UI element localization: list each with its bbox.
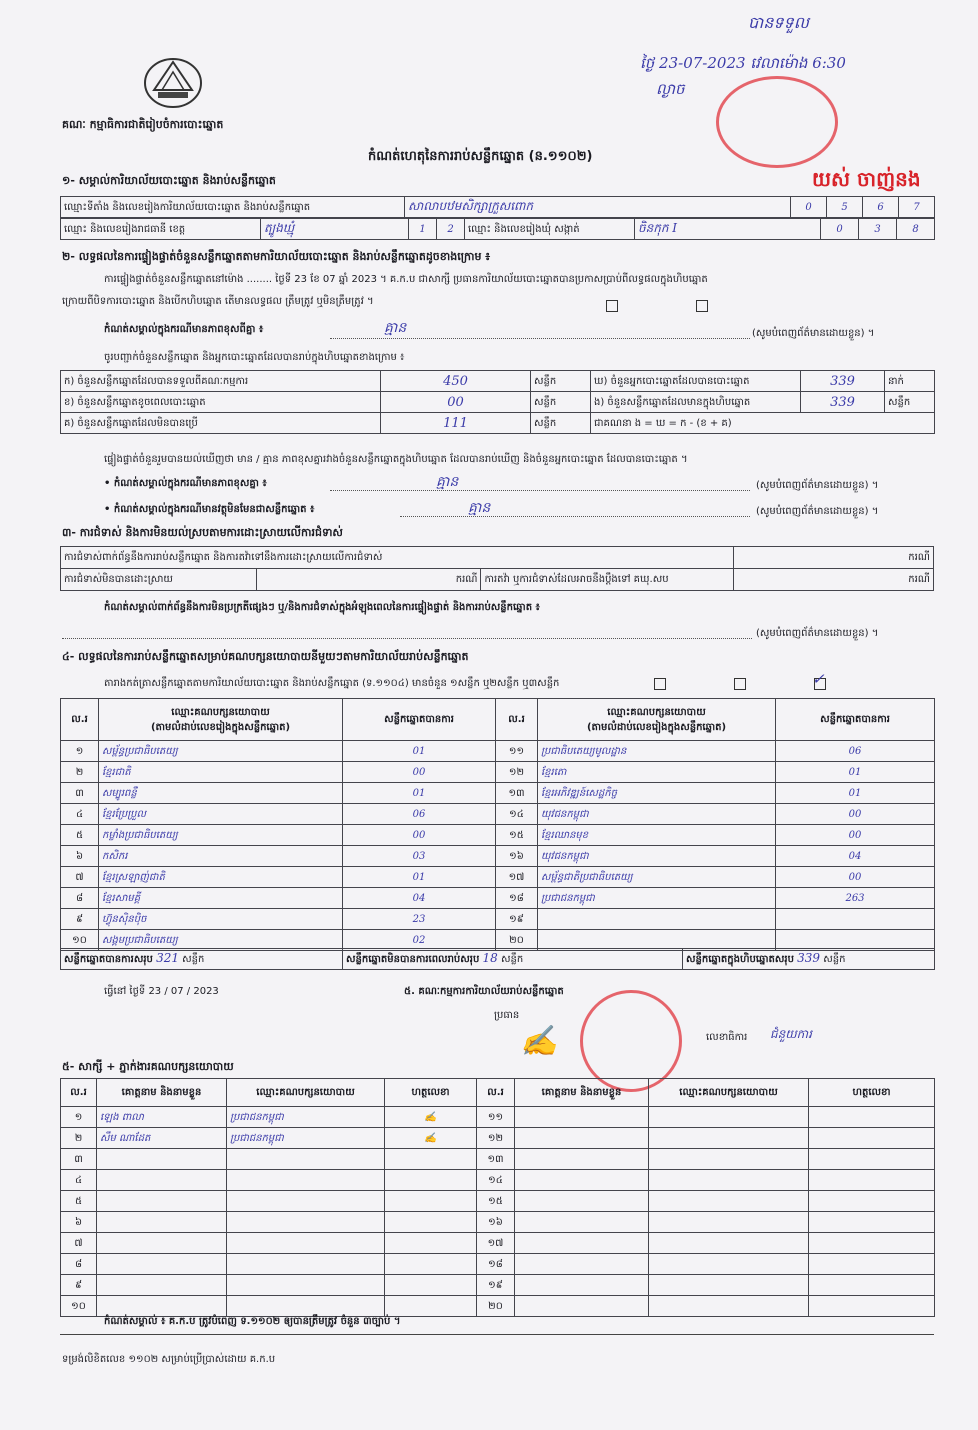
party-name: កសិករ (99, 846, 343, 867)
verify-text-2: ក្រោយពីបិទការបោះឆ្នោត និងបើកហិបឆ្នោត តើមានលទ្ធផល ត្រឹមត្រូវ ឬមិនត្រឹមត្រូវ ។ (62, 296, 374, 307)
col-name: គោត្តនាម និងនាមខ្លួន (97, 1079, 227, 1107)
row-no: ១៣ (496, 783, 538, 804)
party-name: យុវជនកម្ពុជា (538, 804, 776, 825)
row-no: ១៥ (496, 825, 538, 846)
table-row (61, 741, 935, 762)
party-name: ខ្មែរជាតិ (99, 762, 343, 783)
objection-table (60, 546, 934, 591)
row-no: ១២ (496, 762, 538, 783)
location-value: សាលាបឋមសិក្សាក្រួសពោក (405, 197, 791, 218)
table-row (61, 804, 935, 825)
col-no: ល.រ (61, 699, 99, 741)
party-votes: 00 (776, 825, 935, 846)
unit: សន្លឹក (885, 392, 935, 413)
results-table (60, 698, 935, 951)
row-no: ៣ (61, 1149, 97, 1170)
row-no: ១១ (477, 1107, 515, 1128)
unit: សន្លឹក (182, 954, 205, 965)
commune-label: ឈ្មោះ និងលេខរៀងឃុំ សង្កាត់ (465, 219, 635, 240)
col-party-label: ឈ្មោះគណបក្សនយោបាយ (607, 706, 706, 718)
commune-digit: 0 (821, 219, 859, 240)
table-row (61, 867, 935, 888)
table-row (61, 825, 935, 846)
chair-label: ប្រធាន (494, 1010, 520, 1021)
total-box-value: 339 (797, 951, 821, 965)
received-label: បានទទួល (748, 13, 809, 32)
row-no: ១២ (477, 1128, 515, 1149)
row-no: ៥ (61, 825, 99, 846)
objection-hint: (សូមបំពេញព័ត៌មានដោយខ្លួន) ។ (756, 628, 879, 639)
kha-value: 00 (381, 392, 531, 413)
row-no: ១ (61, 1107, 97, 1128)
one-sheet-checkbox[interactable] (654, 678, 666, 690)
col-no: ល.រ (61, 1079, 97, 1107)
party-votes (776, 909, 935, 930)
row-no: ១៩ (496, 909, 538, 930)
diff-note-label: កំណត់សម្គាល់ក្នុងករណីមានភាពខុសពីគ្នា ៖ (104, 324, 264, 335)
party-votes: 04 (343, 888, 496, 909)
location-digit: 6 (863, 197, 899, 218)
table-row (61, 1191, 935, 1212)
row-no: ១៤ (496, 804, 538, 825)
section1-table-row2 (60, 218, 935, 240)
section4-title: ៤- លទ្ធផលនៃការរាប់សន្លឹកឆ្នោតសម្រាប់គណបក្សនយោបាយនីមួយៗតាមការិយាល័យរាប់សន្លឹកឆ្នោត (62, 650, 469, 663)
party-name: ហ៊្វុនស៊ិនប៉ិច (99, 909, 343, 930)
row-no: ៤ (61, 804, 99, 825)
table-row (61, 1212, 935, 1233)
unit: សន្លឹក (531, 392, 591, 413)
diff-note-value: គ្មាន (384, 320, 407, 336)
col-party-sub: (តាមលំដាប់លេខរៀងក្នុងសន្លឹកឆ្នោត) (586, 721, 727, 733)
row-no: ១៧ (496, 867, 538, 888)
commune-digit: 8 (897, 219, 935, 240)
section1-table (60, 196, 935, 218)
section2-title: ២- លទ្ធផលនៃការផ្ទៀងផ្ទាត់ចំនួនសន្លឹកឆ្នោតតាមការិយាល័យបោះឆ្នោត និងរាប់សន្លឹកឆ្នោតដូចខាងក្រោម ៖ (62, 250, 491, 263)
col-name: គោត្តនាម និងនាមខ្លួន (515, 1079, 649, 1107)
party-name: ខ្មែរអភិវឌ្ឍន៍សេដ្ឋកិច្ច (538, 783, 776, 804)
witness-party: ប្រជាជនកម្ពុជា (227, 1107, 385, 1128)
table-row (61, 1149, 935, 1170)
province-digit: 2 (437, 219, 465, 240)
party-votes: 00 (343, 825, 496, 846)
incorrect-checkbox[interactable] (696, 300, 708, 312)
two-sheet-checkbox[interactable] (734, 678, 746, 690)
location-digit: 5 (827, 197, 863, 218)
footer-divider (60, 1334, 934, 1335)
three-sheet-check-icon: ✓ (812, 670, 825, 688)
table-row (61, 909, 935, 930)
party-votes: 02 (343, 930, 496, 951)
row-no: ៧ (61, 1233, 97, 1254)
row-no: ១៨ (477, 1254, 515, 1275)
col-party-label: ឈ្មោះគណបក្សនយោបាយ (171, 706, 270, 718)
ko-value: 111 (381, 413, 531, 434)
case-label: ករណី (733, 547, 933, 569)
row-no: ១៩ (477, 1275, 515, 1296)
party-name: កម្លាំងប្រជាធិបតេយ្យ (99, 825, 343, 846)
form-title: កំណត់ហេតុនៃការរាប់សន្លឹកឆ្នោត (ន.១១០២) (368, 149, 593, 164)
row-no: ២០ (496, 930, 538, 951)
case-label: ករណី (257, 569, 481, 591)
totals-row (60, 948, 935, 970)
table-row (61, 888, 935, 909)
province-digit: 1 (409, 219, 437, 240)
nec-red-stamp (716, 76, 838, 168)
party-votes: 23 (343, 909, 496, 930)
gho-value: 339 (801, 371, 885, 392)
party-votes: 04 (776, 846, 935, 867)
check-text: ផ្ទៀងផ្ទាត់ចំនួនរួមបានយល់ឃើញថា មាន / គ្មាន ភាពខុសគ្នារវាងចំនួនសន្លឹកឆ្នោតក្នុងហិបឆ្នោត ដែលបានរាប់ឃើញ និងចំនួនអ្នកបោះឆ្នោត ដែលបានបោះឆ្នោត ។ (104, 454, 688, 465)
ka-value: 450 (381, 371, 531, 392)
bullet1-value: គ្មាន (436, 474, 459, 490)
gho-label: ឃ) ចំនួនអ្នកបោះឆ្នោតដែលបានបោះឆ្នោត (591, 371, 801, 392)
row-no: ៩ (61, 1275, 97, 1296)
chair-signature: ✍ (520, 1024, 558, 1059)
col-votes: សន្លឹកឆ្នោតបានការ (343, 699, 496, 741)
ka-label: ក) ចំនួនសន្លឹកឆ្នោតដែលបានទទួលពីគណៈកម្មការ (61, 371, 381, 392)
party-name: សម្ព័ន្ធប្រជាធិបតេយ្យ (99, 741, 343, 762)
footer-text: ទម្រង់លិខិតលេខ ១១០២ សម្រាប់ប្រើប្រាស់ដោយ គ.ក.ប (62, 1354, 276, 1365)
received-time: ល្ងាច (656, 80, 685, 98)
row-no: ៦ (61, 846, 99, 867)
table-row (61, 783, 935, 804)
table-row (61, 1275, 935, 1296)
date-text: ធ្វើនៅ ថ្ងៃទី 23 / 07 / 2023 (104, 986, 219, 997)
witness-name: ឡេង ពាលា (97, 1107, 227, 1128)
total-invalid-label: សន្លឹកឆ្នោតមិនបានការពេលរាប់សរុប (346, 954, 480, 965)
row-no: ១៥ (477, 1191, 515, 1212)
committee-name: គណៈ កម្មាធិការជាតិរៀបចំការបោះឆ្នោត (62, 118, 224, 131)
party-name (538, 909, 776, 930)
diff-note-hint: (សូមបំពេញព័ត៌មានដោយខ្លួន) ។ (752, 328, 875, 339)
total-valid-value: 321 (156, 951, 179, 965)
witness-signature: ✍ (385, 1107, 477, 1128)
province-label: ឈ្មោះ និងលេខរៀងរាជធានី ខេត្ត (61, 219, 261, 240)
secretary-value: ជំនួយការ (770, 1027, 812, 1041)
commune-digit: 3 (859, 219, 897, 240)
party-votes: 01 (343, 867, 496, 888)
row-no: ២០ (477, 1296, 515, 1317)
row-no: ១៣ (477, 1149, 515, 1170)
section5-title: ៥- សាក្សី + ភ្នាក់ងារគណបក្សនយោបាយ (62, 1060, 234, 1073)
section1-title: ១- សម្គាល់ការិយាល័យបោះឆ្នោត និងរាប់សន្លឹកឆ្នោត (62, 174, 276, 187)
row-no: ២ (61, 762, 99, 783)
row-no: ៧ (61, 867, 99, 888)
ko-label: គ) ចំនួនសន្លឹកឆ្នោតដែលមិនបានប្រើ (61, 413, 381, 434)
total-invalid-value: 18 (482, 951, 498, 965)
party-name: ប្រជាជនកម្ពុជា (538, 888, 776, 909)
received-note: ថ្ងៃ 23-07-2023 វេលាម៉ោង 6:30 (640, 54, 846, 72)
col-party-sub: (តាមលំដាប់លេខរៀងក្នុងសន្លឹកឆ្នោត) (150, 721, 291, 733)
red-stamp-text: យស់ ចាញ់នង (812, 167, 921, 191)
row-no: ១៤ (477, 1170, 515, 1191)
witness-signature: ✍ (385, 1128, 477, 1149)
row-no: ១០ (61, 930, 99, 951)
col-party: ឈ្មោះគណបក្សនយោបាយ (649, 1079, 809, 1107)
party-votes: 06 (776, 741, 935, 762)
party-votes: 01 (776, 762, 935, 783)
objection-row1: ការជំទាស់ពាក់ព័ន្ធនឹងការរាប់សន្លឹកឆ្នោត និងការតវ៉ាទៅនឹងការដោះស្រាយលើការជំទាស់ (61, 547, 734, 569)
table-row (61, 1254, 935, 1275)
party-votes: 00 (776, 804, 935, 825)
col-sign: ហត្ថលេខា (809, 1079, 935, 1107)
row-no: ៨ (61, 888, 99, 909)
party-votes: 06 (343, 804, 496, 825)
unit: សន្លឹក (531, 413, 591, 434)
row-no: ១១ (496, 741, 538, 762)
witness-name: សឹម ណាដែត (97, 1128, 227, 1149)
sign-title: ៥. គណៈកម្មការការិយាល័យរាប់សន្លឹកឆ្នោត (404, 986, 564, 997)
correct-checkbox[interactable] (606, 300, 618, 312)
table-row (61, 1233, 935, 1254)
total-valid-label: សន្លឹកឆ្នោតបានការសរុប (64, 954, 153, 965)
location-digit: 0 (791, 197, 827, 218)
row-no: ១ (61, 741, 99, 762)
col-no: ល.រ (496, 699, 538, 741)
party-votes: 03 (343, 846, 496, 867)
row-no: ៦ (61, 1212, 97, 1233)
row-no: ១០ (61, 1296, 97, 1317)
party-name: សង្គមប្រជាធិបតេយ្យ (99, 930, 343, 951)
witness-table (60, 1078, 935, 1317)
row-no: ៥ (61, 1191, 97, 1212)
province-value: ត្បូងឃ្មុំ (261, 219, 409, 240)
unit: សន្លឹក (823, 954, 846, 965)
col-sign: ហត្ថលេខា (385, 1079, 477, 1107)
unit: សន្លឹក (531, 371, 591, 392)
footnote: កំណត់សម្គាល់ ៖ គ.ក.ប ត្រូវបំពេញ ទ.១១០២ ឲ្យបានត្រឹមត្រូវ ចំនួន ៣ច្បាប់ ។ (104, 1316, 401, 1327)
nec-emblem (140, 50, 206, 112)
col-party: ឈ្មោះគណបក្សនយោបាយ (227, 1079, 385, 1107)
kha-label: ខ) ចំនួនសន្លឹកឆ្នោតខូចពេលបោះឆ្នោត (61, 392, 381, 413)
row-no: ៣ (61, 783, 99, 804)
col-no: ល.រ (477, 1079, 515, 1107)
ngo-label: ង) ចំនួនសន្លឹកឆ្នោតដែលមានក្នុងហិបឆ្នោត (591, 392, 801, 413)
party-votes: 263 (776, 888, 935, 909)
row-no: ៩ (61, 909, 99, 930)
case-label: ករណី (733, 569, 933, 591)
commune-value: ចិនកុក I (635, 219, 821, 240)
count-intro: ចូរបញ្ជាក់ចំនួនសន្លឹកឆ្នោត និងអ្នកបោះឆ្នោតដែលបានរាប់ក្នុងហិបឆ្នោតខាងក្រោម ៖ (104, 352, 405, 363)
party-name: ខ្មែរតោ (538, 762, 776, 783)
col-votes: សន្លឹកឆ្នោតបានការ (776, 699, 935, 741)
gho-unit: នាក់ (885, 371, 935, 392)
col-party (538, 699, 776, 741)
bullet1-label: • កំណត់សម្គាល់ក្នុងករណីមានភាពខុសគ្នា ៖ (104, 478, 267, 489)
office-red-stamp (580, 990, 682, 1092)
party-votes: 00 (776, 867, 935, 888)
bullet2-hint: (សូមបំពេញព័ត៌មានដោយខ្លួន) ។ (756, 506, 879, 517)
section3-title: ៣- ការជំទាស់ និងការមិនយល់ស្របតាមការដោះស្រាយលើការជំទាស់ (62, 526, 343, 539)
party-votes: 01 (776, 783, 935, 804)
row-no: ១៦ (496, 846, 538, 867)
party-name: ប្រជាធិបតេយ្យមូលដ្ឋាន (538, 741, 776, 762)
row-no: ៤ (61, 1170, 97, 1191)
party-name: ខ្មែរសាមគ្គី (99, 888, 343, 909)
table-row (61, 762, 935, 783)
objection-note: កំណត់សម្គាល់ពាក់ព័ន្ធនឹងការមិនប្រក្រតីផ្សេងៗ ឬ/និងការជំទាស់ក្នុងអំឡុងពេលនៃការផ្ទៀងផ្ទាត់ និងការរាប់សន្លឹកឆ្នោត ៖ (104, 602, 540, 613)
row-no: ១៨ (496, 888, 538, 909)
party-name: ខ្មែរស្រឡាញ់ជាតិ (99, 867, 343, 888)
party-name: ខ្មែរប្រែប្រួល (99, 804, 343, 825)
table-row (61, 1170, 935, 1191)
table-row (61, 846, 935, 867)
party-votes: 00 (343, 762, 496, 783)
bullet2-value: គ្មាន (468, 500, 491, 516)
tally-intro: តារាងកត់ត្រាសន្លឹកឆ្នោតតាមការិយាល័យបោះឆ្នោត និងរាប់សន្លឹកឆ្នោត (ទ.១១០៤) មានចំនួន ១សន្លឹក ឬ២សន្លឹក ឬ៣សន្លឹក (104, 678, 560, 689)
formula: ជាគណនា ង = ឃ = ក - (ខ + គ) (591, 413, 935, 434)
table-row (61, 1128, 935, 1149)
table-row (61, 1107, 935, 1128)
count-table (60, 370, 935, 434)
witness-party: ប្រជាជនកម្ពុជា (227, 1128, 385, 1149)
total-box-label: សន្លឹកឆ្នោតក្នុងហិបឆ្នោតសរុប (686, 954, 794, 965)
party-votes: 01 (343, 783, 496, 804)
row-no: ១៦ (477, 1212, 515, 1233)
bullet2-label: • កំណត់សម្គាល់ក្នុងករណីមានវត្ថុមិនមែនជាសន្លឹកឆ្នោត ៖ (104, 504, 315, 515)
row-no: ១៧ (477, 1233, 515, 1254)
secretary-label: លេខាធិការ (706, 1032, 748, 1043)
party-votes: 01 (343, 741, 496, 762)
row-no: ២ (61, 1128, 97, 1149)
ngo-value: 339 (801, 392, 885, 413)
party-name: យុវជនកម្ពុជា (538, 846, 776, 867)
bullet1-hint: (សូមបំពេញព័ត៌មានដោយខ្លួន) ។ (756, 480, 879, 491)
col-party (99, 699, 343, 741)
party-name: សម្ព័ន្ធជាតិប្រជាធិបតេយ្យ (538, 867, 776, 888)
unit: សន្លឹក (500, 954, 524, 965)
party-name: ខ្មែរឈានមុខ (538, 825, 776, 846)
verify-text: ការផ្ទៀងផ្ទាត់ចំនួនសន្លឹកឆ្នោតនៅម៉ោង ........ ថ្ងៃទី 23 ខែ 07 ឆ្នាំ 2023 ។ គ.ក.ប ជាសាក្សី ប្រធានការិយាល័យបោះឆ្នោតបានប្រកាសប្រាប់ពីលទ្ធផលក្នុងហិបឆ្នោត (104, 274, 708, 285)
objection-row2a: ការជំទាស់មិនបានដោះស្រាយ (61, 569, 257, 591)
party-name: សម្បូរពន្លឺ (99, 783, 343, 804)
location-label: ឈ្មោះទីតាំង និងលេខរៀងការិយាល័យបោះឆ្នោត និងរាប់សន្លឹកឆ្នោត (61, 197, 405, 218)
row-no: ៨ (61, 1254, 97, 1275)
location-digit: 7 (899, 197, 935, 218)
objection-row2b: ការតវ៉ា ឬការជំទាស់ដែលអាចនឹងប្តឹងទៅ គឃុ.សប (481, 569, 733, 591)
